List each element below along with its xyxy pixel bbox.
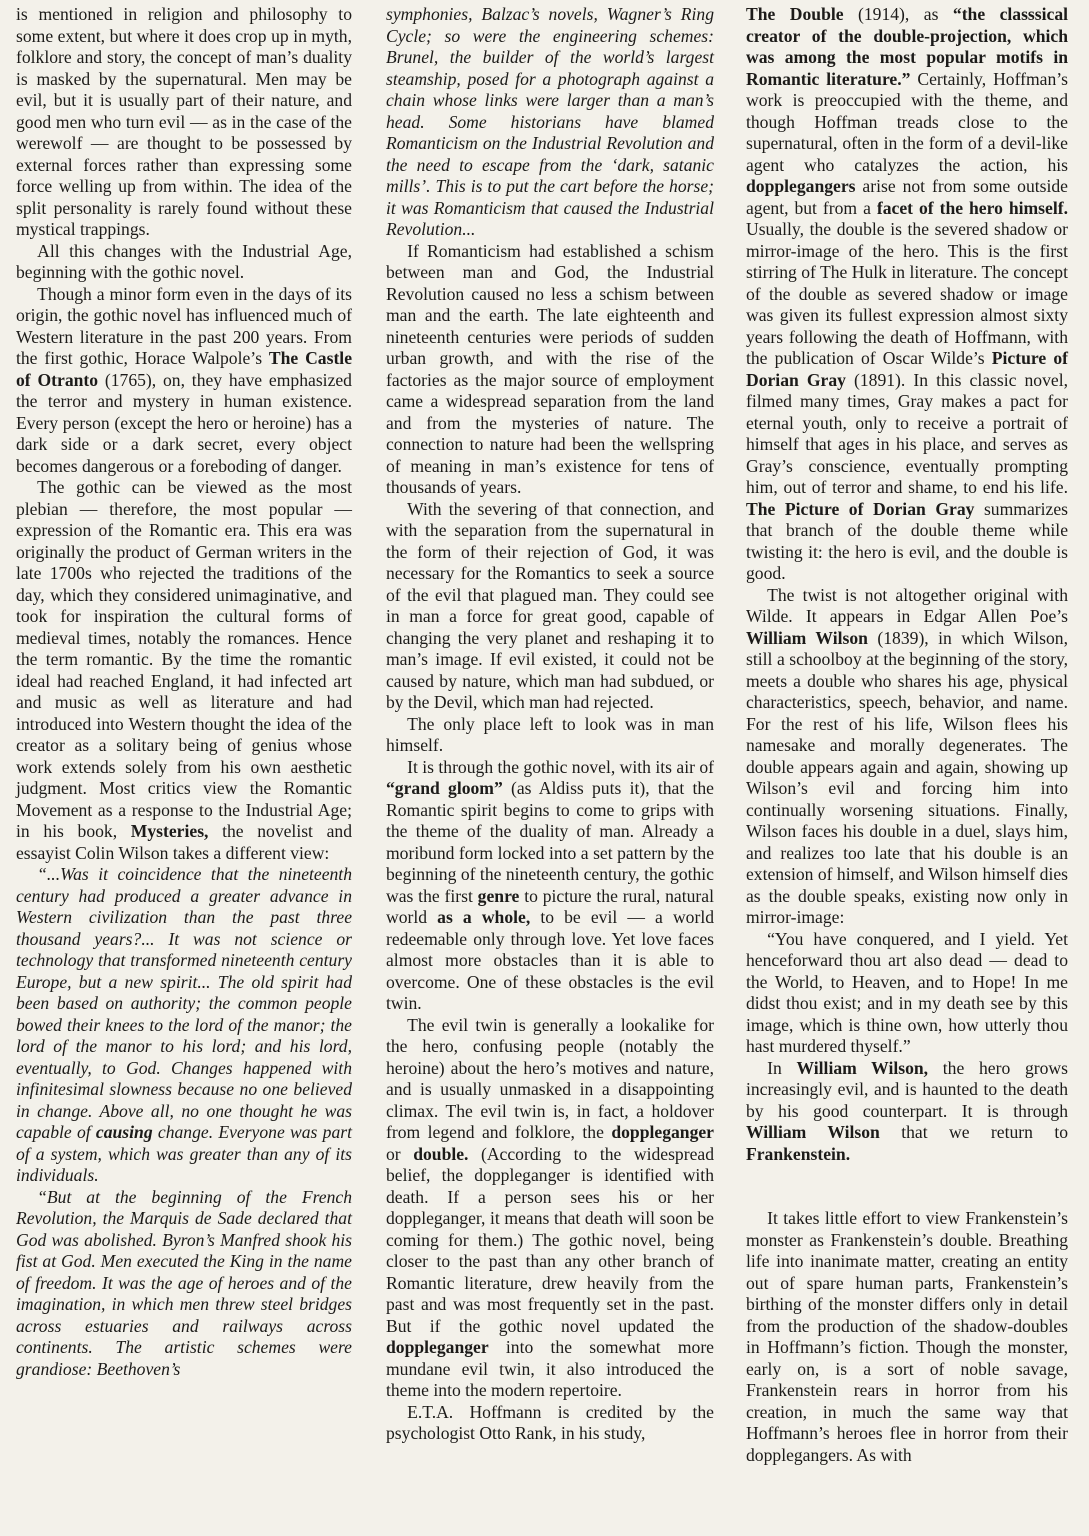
block-quote: “...Was it coincidence that the nineteenth century had produced a greater advance in Western civilization than the past three thousand years?... It was not science or technology that transformed nineteenth century Europe, but a new spirit... The old spirit had been based on authority; the common people bowed their knees to the lord of the manor; the lord of the manor to his lord; and his lord, eventually, to God. Changes happened with infinitesimal slowness because no one believed in change. Above all, no one thought he was capable of causing change. Everyone was part of a system, which was greater than any of its individuals. (16, 864, 352, 1185)
book-title: Picture of Dorian Gray (746, 348, 1068, 390)
text-column-2 (386, 4, 714, 1445)
paragraph: The gothic can be viewed as the most plebian — therefore, the most popular — expression of the Romantic era. This era was originally the product of German writers in the late 1700s who rejected the traditions of the day, which they considered unimaginative, and took for inspiration the cultural forms of medieval times, notably the romances. Hence the term romantic. By the time the romantic ideal had reached England, it had infected art and music as well as literature and had introduced into Western thought the idea of the creator as a solitary being of genius whose work extends solely from his own aesthetic judgment. Most critics view the Romantic Movement as a response to the Industrial Age; in his book, Mysteries, the novelist and essayist Colin Wilson takes a different view: (16, 477, 352, 863)
paragraph: It is through the gothic novel, with its air of “grand gloom” (as Aldiss puts it), that the Romantic spirit begins to come to grips with the theme of the duality of man. Already a moribund form locked into a set pattern by the beginning of the nineteenth century, the gothic was the first genre to picture the rural, natural world as a whole, to be evil — a world redeemable only through love. Yet love faces almost more obstacles than it is able to overcome. One of these obstacles is the evil twin. (386, 756, 715, 1013)
paragraph: The Double (1914), as “the classsical creator of the double-projection, which was among the most popular motifs in Romantic literature.” Certainly, Hoffman’s work is preoccupied with the theme, and though Hoffman treads close to the supernatural, often in the form of a devil-like agent who catalyzes the action, his dopplegangers arise not from some outside agent, but from a facet of the hero himself. Usually, the double is the severed shadow or mirror-image of the hero. This is the first stirring of The Hulk in literature. The concept of the double as severed shadow or image was given its fullest expression almost sixty years following the death of Hoffmann, with the publication of Oscar Wilde’s Picture of Dorian Gray (1891). In this classic novel, filmed many times, Gray makes a pact for eternal youth, only to receive a portrait of himself that ages in his place, and serves as Gray’s conscience, eventually prompting him, out of terror and shame, to end his life. The Picture of Dorian Gray summarizes that branch of the double theme while twisting it: the hero is evil, and the double is good. (746, 4, 1069, 583)
emphasis: doppleganger (386, 1337, 489, 1357)
paragraph: E.T.A. Hoffmann is credited by the psychologist Otto Rank, in his study, (386, 1401, 714, 1443)
text-column-3 (746, 4, 1068, 1466)
book-title: Frankenstein. (746, 1143, 851, 1164)
book-title: The Picture of Dorian Gray (746, 498, 975, 519)
paragraph: If Romanticism had established a schism between man and God, the Industrial Revolution caused no less a schism between man and the earth. The late eighteenth and nineteenth centuries were periods of sudden urban growth, and with the rise of the factories as the major source of employment came a widespread separation from the land and from the mysteries of nature. The connection to nature had been the wellspring of meaning in man’s existence for tens of thousands of years. (386, 240, 714, 497)
text-column-1 (16, 4, 352, 1380)
paragraph: In William Wilson, the hero grows increasingly evil, and is haunted to the death by his good counterpart. It is through William Wilson that we return to Frankenstein. (746, 1057, 1069, 1164)
emphasis: facet of the hero himself. (876, 197, 1068, 218)
paragraph: The evil twin is generally a lookalike for the hero, confusing people (notably the heroine) about the hero’s motives and nature, and is usually unmasked in a disappointing climax. The evil twin is, in fact, a holdover from legend and folklore, the doppleganger or double. (According to the widespread belief, the doppleganger is identified with death. If a person sees his or her doppleganger, it means that death will soon be coming for them.) The gothic novel, being closer to the past than any other branch of Romantic literature, drew heavily from the past and was most frequently set in the past. But if the gothic novel updated the doppleganger into the somewhat more mundane evil twin, it also introduced the theme into the modern repertoire. (386, 1014, 714, 1400)
book-title: William Wilson (746, 1122, 880, 1142)
paragraph: It takes little effort to view Frankenstein’s monster as Frankenstein’s double. Breathing life into inanimate matter, creating an entity out of spare human parts, Frankenstein’s birthing of the monster differs only in detail from the production of the shadow-doubles in Hoffmann’s fiction. Though the monster, early on, is a sort of noble savage, Frankenstein rears in horror from his creation, in much the same way that Hoffmann’s heroes flee in horror from their dopplegangers. As with (746, 1208, 1068, 1465)
emphasis: double. (413, 1143, 469, 1164)
block-quote: symphonies, Balzac’s novels, Wagner’s Ring Cycle; so were the engineering schemes: Brunel, the builder of the world’s largest steamship, posed for a photograph against a chain whose links were larger than a man’s head. Some historians have blamed Romanticism on the Industrial Revolution and the need to escape from the ‘dark, satanic mills’. This is to put the cart before the horse; it was Romanticism that caused the Industrial Revolution... (386, 4, 714, 239)
paragraph: The only place left to look was in man himself. (386, 713, 714, 755)
emphasis: “grand gloom” (386, 778, 503, 798)
paragraph: All this changes with the Industrial Age, beginning with the gothic novel. (16, 240, 352, 282)
block-quote: “You have conquered, and I yield. Yet henceforward thou art also dead — dead to the World, to Heaven, and to Hope! In me didst thou exist; and in my death see by this image, which is thine own, how utterly thou hast murdered thyself.” (746, 928, 1068, 1056)
paragraph: is mentioned in religion and philosophy to some extent, but where it does crop up in myth, folklore and story, the concept of man’s duality is masked by the supernatural. Men may be evil, but it is usually part of their nature, and good men who turn evil — as in the case of the werewolf — are thought to be possessed by external forces rather than expressing some force welling up from within. The idea of the split personality is rarely found without these mystical trappings. (16, 4, 352, 239)
paragraph: With the severing of that connection, and with the separation from the supernatural in the form of their rejection of God, it was necessary for the Romantics to seek a source of the evil that plagued man. They could see in man a force for great good, capable of changing the very planet and reshaping it to man’s image. If evil existed, it could not be caused by nature, which man had subdued, or by the Devil, which man had rejected. (386, 498, 714, 712)
book-title: The Castle of Otranto (16, 348, 352, 390)
paragraph: Though a minor form even in the days of its origin, the gothic novel has influenced much of Western literature in the past 200 years. From the first gothic, Horace Walpole’s The Castle of Otranto (1765), on, they have emphasized the terror and mystery in human existence. Every person (except the hero or heroine) has a dark side or a dark secret, every object becomes dangerous or a foreboding of danger. (16, 283, 352, 476)
paragraph: The twist is not altogether original with Wilde. It appears in Edgar Allen Poe’s William Wilson (1839), in which Wilson, still a schoolboy at the beginning of the story, meets a double who shares his age, physical characteristics, speech, behavior, and name. For the rest of his life, Wilson flees his namesake and morally degenerates. The double appears again and again, showing up Wilson’s evil and forcing him into continually worsening situations. Finally, Wilson faces his double in a duel, slays him, and realizes too late that his double is an extension of himself, and Wilson himself dies as the double speaks, existing now only in mirror-image: (746, 584, 1068, 927)
emphasis: dopplegangers (746, 176, 856, 196)
book-title: The Double (746, 4, 844, 24)
emphasis: doppleganger (611, 1122, 714, 1142)
book-title: William Wilson (746, 627, 868, 648)
emphasis: as a whole, (437, 907, 531, 927)
book-title: Mysteries, (130, 821, 209, 841)
emphasis: causing (95, 1122, 153, 1142)
emphasis: genre (477, 885, 520, 906)
quote-bold: “the classsical creator of the double-projection, which was among the most popular motifs in Romantic literature.” (746, 4, 1069, 89)
block-quote: “But at the beginning of the French Revolution, the Marquis de Sade declared that God was abolished. Byron’s Manfred shook his fist at God. Men executed the King in the name of freedom. It was the age of heroes and of the imagination, in which men threw steel bridges across estuaries and railways across continents. The artistic schemes were grandiose: Beethoven’s (16, 1186, 352, 1379)
book-title: William Wilson, (796, 1057, 929, 1078)
